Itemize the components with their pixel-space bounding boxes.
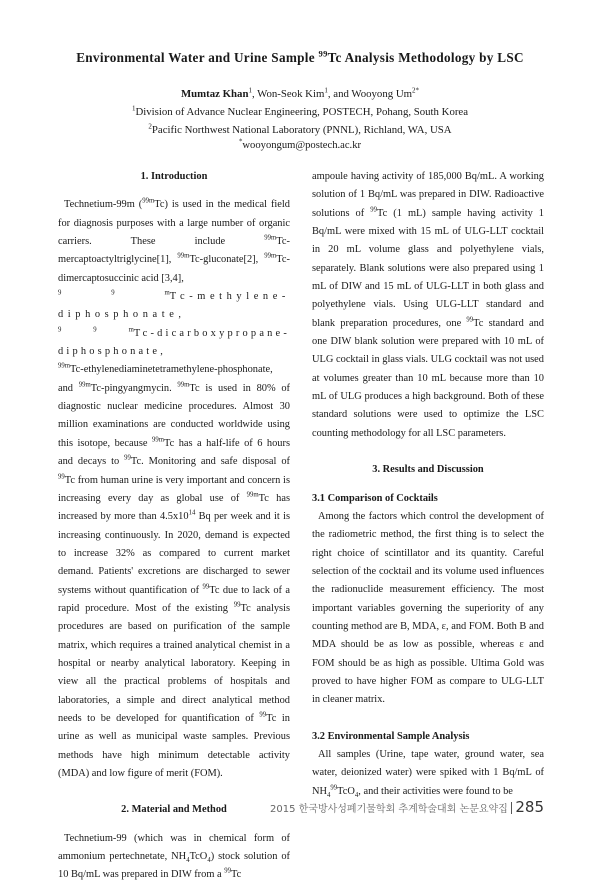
page-footer [270, 798, 544, 816]
affiliation-1: $^1$Division of Advance Nuclear Engineering, POSTECH, Pohang, South Korea [131, 104, 469, 118]
subsection-heading-environmental: 3.2 Environmental Sample Analysis [312, 730, 470, 742]
cocktails-paragraph: Among the factors which control the development of the radiometric method, the first thing is to select the right choice of scintillator and its quantity. Careful selection of the cocktail and its volume used influences the radionuclide measurement efficiency. The most important variables governing the superiority of any counting method are B, MDA, ε, and FOM. Both B and MDA should be as low as possible, whereas ε and FOM should be as high as possible. Ultima Gold was proved to have higher FOM as compare to ULG-LLT in cleaner matrix. [312, 510, 544, 706]
environmental-paragraph: All samples (Urine, tape water, ground water, sea water, deionized water) were spiked with 1 Bq/mL of $NH_4^{99}TcO_4$, and their activities were found to be [312, 748, 544, 799]
author-list: Mumtaz Khan$^1$, Won-Seok Kim$^1$, and Wooyong $Um^{2*}$ [180, 86, 420, 100]
method-continued-paragraph: ampoule having activity of 185,000 Bq/mL. A working solution of 1 Bq/mL was prepared in DIW. Radioactive solutions of $^{99}$Tc (1 mL) sample having activity 1 Bq/mL were mixed with 15 mL of ULG-LLT cocktail in 20 mL volume glass and polyethylene vials, separately. Blank solutions were also prepared using 1 mL of DIW and 15 mL of ULG-LLT in both glass and polyethylene vials. Using ULG-LLT standard and blank preparation procedures, one $^{99}$Tc standard and one DIW blank solution were prepared with 10 mL of ULG cocktail in glass vials. ULG cocktail was not used at volumes greater than 10 mL because more than 10 mL of ULG produces a high background. Both of these standard solutions were used to optimize the LSC counting methodology for all LSC parameters. [312, 171, 545, 439]
affiliation-2: $^2$Pacific Northwest National Laboratory (PNNL), Richland, WA, USA [148, 122, 452, 136]
footer-proceedings-title: 2015 한국방사성폐기물학회 추계학술대회 논문요약집 [270, 804, 508, 815]
section-heading-introduction: 1. Introduction [140, 171, 208, 182]
footer-divider [511, 802, 513, 814]
page-number: 285 [515, 798, 544, 816]
subsection-heading-cocktails: 3.1 Comparison of Cocktails [312, 492, 438, 504]
paper-title: Environmental Water and Urine Sample $^{99}$Tc Analysis Methodology by LSC [76, 48, 524, 65]
corresponding-email: *wooyongum@postech.ac.kr [238, 138, 362, 151]
material-method-paragraph: Technetium-99 (which was in chemical form of ammonium pertechnetate, $NH_4TcO_4$) stock solution of 10 Bq/mL was prepared in DIW from a $^{99}$Tc [58, 832, 291, 881]
right-column [312, 168, 544, 801]
section-heading-results: 3. Results and Discussion [372, 464, 484, 476]
section-heading-material-method: 2. Material and Method [121, 804, 227, 816]
left-column [58, 168, 290, 885]
introduction-paragraph: Technetium-99m ($^{99m}$Tc) is used in the medical field for diagnosis purposes with a large number of organic carriers. These include $^{99m}$Tc-mercaptoactyltriglycine[1], $^{99m}$Tc-gluconate[2], $^{99m}$Tc-dimercaptosuccinic acid [3,4], $^{9 9 m}$Tc-methylene-diphosphonate, $^{9 9 m}$Tc-dicarboxypropane-diphosphonate, $^{99m}$Tc-ethylenediaminetetramethylene-phosphonate, and $^{99m}$Tc-pingyangmycin. $^{99m}$Tc is used in 80% of diagnostic nuclear medicine procedures. Almost 30 million examinations are conducted worldwide using this isotope, because $^{99m}$Tc has a half-life of 6 hours and decays to $^{99}$Tc. Monitoring and safe disposal of $^{99}$Tc from human urine is very important and concern is increasing every day as global use of $^{99m}$Tc has increased by more than $4.5x10^{14}$ Bq per week and it is increasing continuously. In 2020, demand is expected to increase 32% as compared to current market demand. Patients' excretions are discharged to sewer systems without quantification of $^{99}$Tc due to lack of a rapid procedure. Most of the existing $^{99}$Tc analysis procedures are based on purification of the sample matrix, which requires a trained analytical chemist in a hospital or nearby analytical laboratory. Keeping in view all the practical problems of hospitals and laboratories, a simple and direct analytical method needs to be developed for quantification of $^{99}$Tc in urine as well as municipal waste samples. Previous methods have high minimum detectable activity (MDA) and low figure of merit (FOM). [58, 197, 291, 779]
